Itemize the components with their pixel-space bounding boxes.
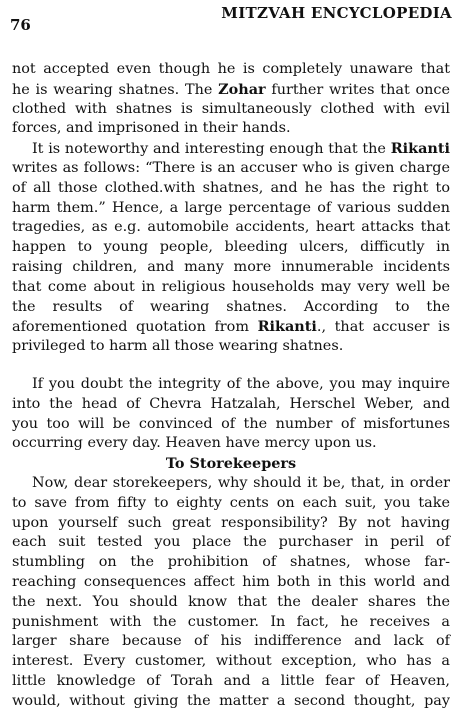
text-line [12, 60, 450, 80]
text-line [12, 278, 450, 298]
text-line [12, 434, 450, 454]
text-line [12, 298, 450, 318]
paragraph-gap [12, 357, 450, 375]
text-line [12, 613, 450, 633]
line-text: of all those clothed.with shatnes, and he has the right to [12, 179, 450, 196]
line-text: that come about in religious households may very well be [12, 278, 450, 295]
line-text: each suit tested you place the purchaser in peril of [12, 534, 450, 551]
running-header [10, 2, 452, 34]
page-number: 76 [10, 16, 31, 34]
line-text: the results of wearing shatnes. According to the [12, 298, 450, 315]
line-text: ., that accuser is [316, 319, 450, 336]
line-text: aforementioned quotation from [12, 319, 258, 336]
line-text: privileged to harm all those wearing shatnes. [12, 338, 344, 355]
section-heading: To Storekeepers [165, 455, 297, 473]
bold-term: Rikanti [390, 140, 450, 158]
line-text: larger share because of his indifference and lack of [12, 633, 450, 650]
text-line [12, 199, 450, 219]
text-line [12, 317, 450, 337]
line-text: punishment with the customer. In fact, he receives a [12, 613, 450, 630]
text-line [12, 652, 450, 672]
text-line [12, 218, 450, 238]
line-text: would, without giving the matter a second thought, pay [12, 692, 450, 709]
body-text [12, 60, 450, 712]
line-text: Now, dear storekeepers, why should it be, that, in order [32, 474, 450, 491]
text-line [12, 474, 450, 494]
bold-term: Rikanti [257, 318, 317, 336]
text-line [12, 573, 450, 593]
line-text: he is wearing shatnes. The [12, 81, 219, 98]
text-line [12, 395, 450, 415]
text-line [12, 632, 450, 652]
text-line [12, 238, 450, 258]
text-line [12, 337, 450, 357]
line-text: to save from fifty to eighty cents on each suit, you take [12, 494, 450, 511]
text-line [12, 258, 450, 278]
running-title: MITZVAH ENCYCLOPEDIA [221, 4, 452, 22]
text-line [12, 119, 450, 139]
text-line [12, 179, 450, 199]
text-line [12, 593, 450, 613]
line-text: writes as follows: “There is an accuser who is given charge [12, 159, 450, 176]
line-text: further writes that once [265, 81, 450, 98]
line-text: raising children, and many more innumerable incidents [12, 258, 450, 275]
line-text: little knowledge of Torah and a little fear of Heaven, [12, 672, 450, 689]
line-text: occurring every day. Heaven have mercy upon us. [12, 435, 377, 452]
line-text: happen to young people, bleeding ulcers, difficutly in [12, 239, 450, 256]
text-line [12, 692, 450, 712]
bold-term: Zohar [218, 80, 266, 98]
line-text: forces, and imprisoned in their hands. [12, 120, 291, 137]
text-line [12, 139, 450, 159]
text-line [12, 100, 450, 120]
text-line [12, 553, 450, 573]
line-text: reaching consequences affect him both in this world and [12, 573, 450, 590]
text-line [12, 533, 450, 553]
text-line [12, 80, 450, 100]
line-text: harm them.” Hence, a large percentage of various sudden [12, 199, 450, 216]
line-text: interest. Every customer, without exception, who has a [12, 653, 450, 670]
text-line [12, 159, 450, 179]
line-text: into the head of Chevra Hatzalah, Herschel Weber, and [12, 395, 450, 412]
line-text: stumbling on the prohibition of shatnes, whose far- [12, 554, 450, 571]
text-line [12, 514, 450, 534]
line-text: the next. You should know that the dealer shares the [12, 593, 450, 610]
line-text: not accepted even though he is completely unaware that [12, 61, 450, 77]
text-line [12, 494, 450, 514]
line-text: It is noteworthy and interesting enough that the [32, 141, 391, 158]
text-line [12, 415, 450, 435]
line-text: upon yourself such great responsibility? By not having [12, 514, 450, 531]
line-text: If you doubt the integrity of the above, you may inquire [32, 375, 450, 392]
line-text: tragedies, as e.g. automobile accidents, heart attacks that [12, 219, 450, 236]
line-text: you too will be convinced of the number of misfortunes [12, 415, 450, 432]
line-text: clothed with shatnes is simultaneously clothed with evil [12, 100, 450, 117]
text-line [12, 672, 450, 692]
text-line [12, 375, 450, 395]
